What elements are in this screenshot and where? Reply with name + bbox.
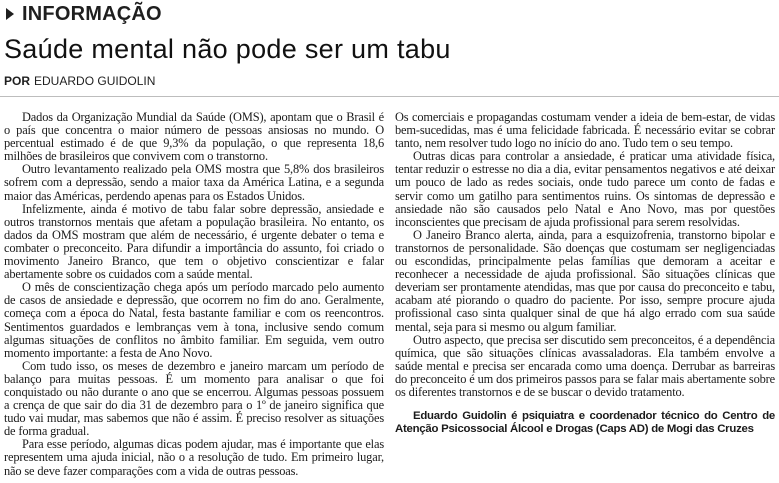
triangle-right-icon [6, 8, 14, 20]
byline-author: EDUARDO GUIDOLIN [34, 74, 156, 88]
paragraph: Infelizmente, ainda é motivo de tabu falar sobre depressão, ansiedade e outros transtornos mentais que afetam a população brasileira. No entanto, os dados da OMS mostram que além de necessário, é urgente debater o tema e combater o preconceito. Para difundir a importância do assunto, foi criado o movimento Janeiro Branco, que tem o objetivo conscientizar e falar abertamente sobre os cuidados com a saúde mental. [4, 201, 384, 282]
paragraph: Para esse período, algumas dicas podem ajudar, mas é importante que elas representem uma ajuda inicial, não o a resolução de tudo. Em primeiro lugar, não se deve fazer comparações com a vida de outras pessoas. [4, 437, 384, 478]
article-column-right [395, 111, 775, 481]
section-header [4, 3, 162, 25]
paragraph: Outras dicas para controlar a ansiedade, é praticar uma atividade física, tentar reduzir o estresse no dia a dia, evitar pensamentos negativos e até deixar um pouco de lado as redes sociais, onde tudo parece um conto de fadas e servir como um gatilho para sentimentos ruins. Os sintomas de depressão e ansiedade não são causados pelo Natal e Ano Novo, mas por questões inconscientes que precisam de ajuda profissional para serem resolvidas. [395, 149, 775, 229]
byline [4, 74, 155, 88]
paragraph: O mês de conscientização chega após um período marcado pelo aumento de casos de ansiedade e depressão, que ocorrem no fim do ano. Geralmente, começa com a época do Natal, festa bastante familiar e com os reencontros. Sentimentos guardados e lembranças vem à tona, inclusive sendo comum algumas situações de conflitos no âmbito familiar. Em seguida, vem outro momento importante: a festa de Ano Novo. [4, 280, 384, 360]
paragraph: Dados da Organização Mundial da Saúde (OMS), apontam que o Brasil é o país que concentra o maior número de pessoas ansiosas no mundo. O percentual estimado é de que 9,3% da população, o que representa 18,6 milhões de brasileiros que convivem com o transtorno. [4, 110, 384, 164]
headline: Saúde mental não pode ser um tabu [4, 34, 451, 64]
header-divider [0, 96, 779, 97]
paragraph: Outro levantamento realizado pela OMS mostra que 5,8% dos brasileiros sofrem com a depressão, sendo a maior taxa da América Latina, e a segunda maior das Américas, perdendo apenas para os Estados Unidos. [4, 162, 384, 203]
paragraph: O Janeiro Branco alerta, ainda, para a esquizofrenia, transtorno bipolar e transtornos de personalidade. São doenças que costumam ser negligenciadas ou escondidas, principalmente pelas famílias que demoram a aceitar e reconhecer a necessidade de ajuda profissional. São situações clínicas que deveriam ser prontamente atendidas, mas que por causa do preconceito e tabu, acabam até piorando o quadro do paciente. Por isso, sempre procure ajuda profissional caso sinta qualquer sinal de que há algo errado com sua saúde mental, seja para si mesmo ou algum familiar. [395, 227, 775, 334]
paragraph: Com tudo isso, os meses de dezembro e janeiro marcam um período de balanço para muitas pessoas. É um momento para analisar o que foi conquistado ou não durante o ano que se encerrou. Algumas pessoas possuem a crença de que sair do dia 31 de dezembro para o 1º de janeiro significa que tudo vai mudar, mas sabemos que não é assim. É preciso resolver as situações de forma gradual. [4, 358, 384, 439]
section-label: INFORMAÇÃO [22, 2, 162, 25]
paragraph: Outro aspecto, que precisa ser discutido sem preconceitos, é a dependência química, que são situações clínicas avassaladoras. Ela também envolve a saúde mental e precisa ser encarada como uma doença. Derrubar as barreiras do preconceito é um dos primeiros passos para se falar mais abertamente sobre os diferentes transtornos e de se buscar o devido tratamento. [395, 332, 775, 399]
paragraph: Os comerciais e propagandas costumam vender a ideia de bem-estar, de vidas bem-sucedidas, mas é uma felicidade fabricada. É necessário evitar se cobrar tanto, nem resolver tudo logo no início do ano. Tudo tem o seu tempo. [395, 110, 775, 151]
article-column-left [4, 111, 384, 481]
author-credit: Eduardo Guidolin é psiquiatra e coordenador técnico do Centro de Atenção Psicossocial Álcool e Drogas (Caps AD) de Mogi das Cruzes [395, 410, 775, 436]
article-body [4, 111, 775, 481]
byline-prefix: POR [4, 74, 31, 88]
